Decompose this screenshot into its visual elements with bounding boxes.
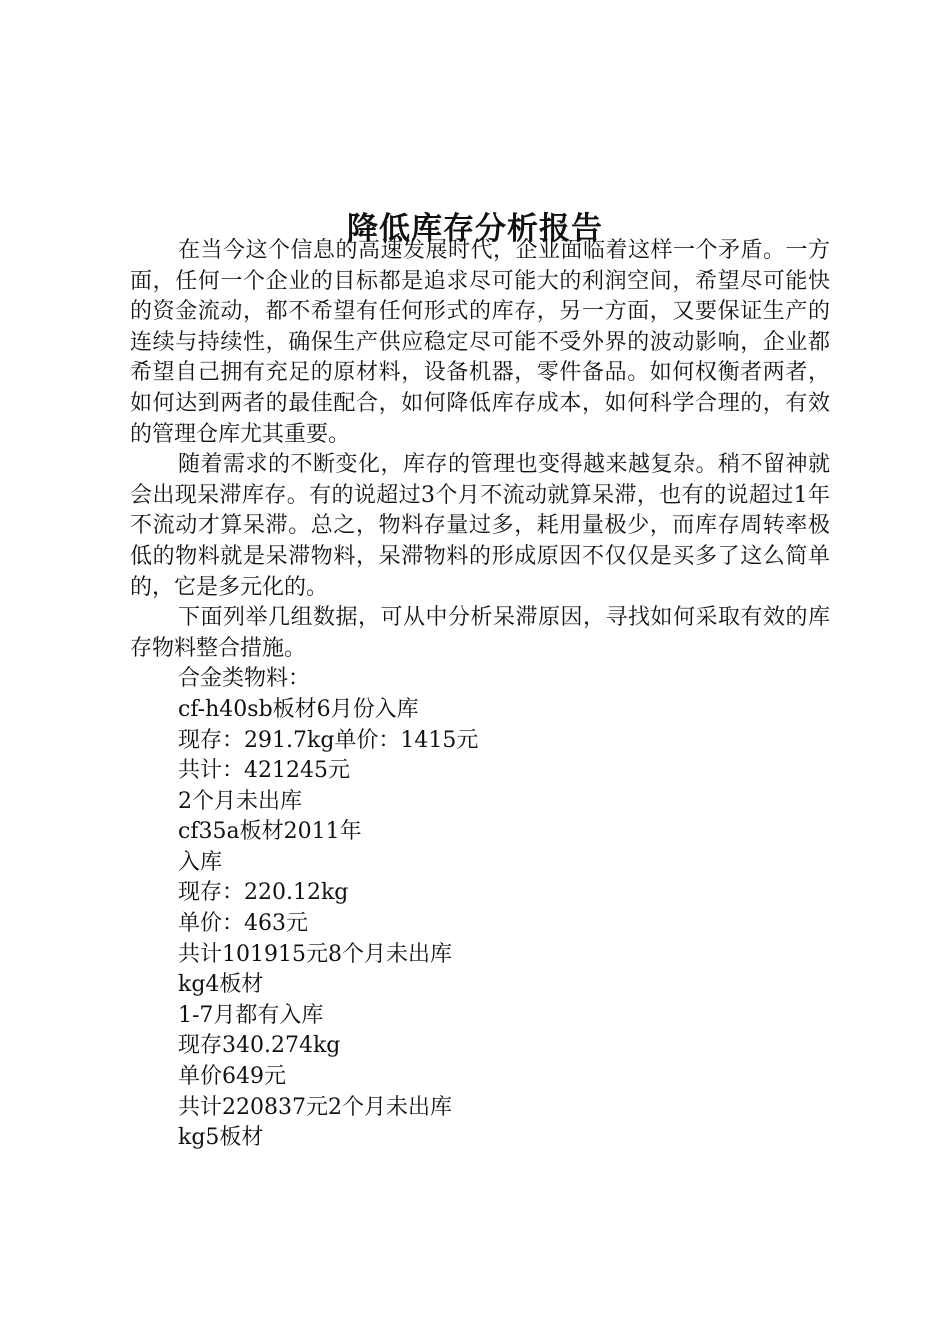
- list-line: 单价：463元: [178, 911, 308, 937]
- list-line: kg4板材: [178, 972, 264, 998]
- list-line: 单价649元: [178, 1064, 286, 1090]
- list-line: 共计：421245元: [178, 758, 350, 784]
- paragraph-intro: 在当今这个信息的高速发展时代，企业面临着这样一个矛盾。一方面，任何一个企业的目标都是追求尽可能大的利润空间，希望尽可能快的资金流动，都不希望有任何形式的库存，另一方面，又要保证生产的连续与持续性，确保生产供应稳定尽可能不受外界的波动影响，企业都希望自己拥有充足的原材料，设备机器，零件备品。如何权衡者两者，如何达到两者的最佳配合，如何降低库存成本，如何科学合理的，有效的管理仓库尤其重要。: [130, 238, 830, 447]
- list-line: 入库: [178, 849, 223, 875]
- list-line: 2个月未出库: [178, 788, 302, 814]
- list-line: kg5板材: [178, 1125, 264, 1151]
- list-line: 现存340.274kg: [178, 1033, 341, 1059]
- document-body: [130, 236, 830, 1154]
- list-line: 合金类物料：: [178, 666, 311, 692]
- list-line: cf35a板材2011年: [178, 819, 362, 845]
- paragraph-stagnant-stock: 随着需求的不断变化，库存的管理也变得越来越复杂。稍不留神就会出现呆滞库存。有的说超过3个月不流动就算呆滞，也有的说超过1年不流动才算呆滞。总之，物料存量过多，耗用量极少，而库存周转率极低的物料就是呆滞物料，呆滞物料的形成原因不仅仅是买多了这么简单的，它是多元化的。: [130, 452, 830, 600]
- list-line: cf-h40sb板材6月份入库: [178, 696, 419, 722]
- list-line: 共计220837元2个月未出库: [178, 1094, 452, 1120]
- paragraph-data-intro: 下面列举几组数据，可从中分析呆滞原因，寻找如何采取有效的库存物料整合措施。: [130, 605, 830, 661]
- list-line: 现存：220.12kg: [178, 880, 349, 906]
- list-line: 现存：291.7kg单价：1415元: [178, 727, 479, 753]
- document-title: 降低库存分析报告: [347, 210, 603, 247]
- list-line: 1-7月都有入库: [178, 1002, 324, 1028]
- list-line: 共计101915元8个月未出库: [178, 941, 452, 967]
